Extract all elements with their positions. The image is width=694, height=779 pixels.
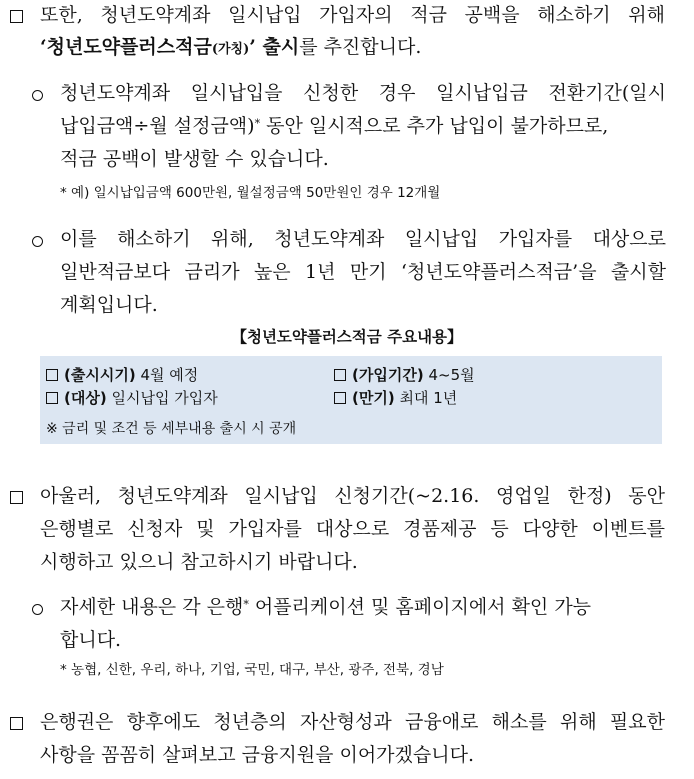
section1-bullet1-footnote-mark: *	[254, 117, 261, 130]
summary-maturity: (만기) 최대 1년	[334, 388, 457, 408]
section1-line1: 또한, 청년도약계좌 일시납입 가입자의 적금 공백을 해소하기 위해	[40, 4, 665, 26]
section3-line1: 은행권은 향후에도 청년층의 자산형성과 금융애로 해소를 위해 필요한	[40, 711, 665, 733]
section1-line2-end: 를 추진합니다.	[299, 36, 422, 58]
section2-bullet1-line2: 합니다.	[60, 629, 122, 651]
section1-line2	[40, 36, 421, 61]
summary-checkbox-icon	[334, 369, 346, 381]
section1-bullet2-line3: 계획입니다.	[60, 294, 158, 316]
summary-checkbox-icon	[46, 369, 58, 381]
section1-product-name: ‘청년도약플러스적금	[40, 36, 212, 58]
section2-bullet1-marker	[32, 598, 43, 620]
section2-line3: 시행하고 있으니 참고하시기 바랍니다.	[40, 551, 358, 573]
summary-footnote: ※ 금리 및 조건 등 세부내용 출시 시 공개	[46, 421, 297, 437]
summary-checkbox-icon	[46, 392, 58, 404]
section2-line2: 은행별로 신청자 및 가입자를 대상으로 경품제공 등 다양한 이벤트를	[40, 518, 665, 540]
section1-launch-word: ’ 출시	[249, 36, 300, 58]
section3-square-marker	[10, 713, 23, 735]
section1-bullet2-line1: 이를 해소하기 위해, 청년도약계좌 일시납입 가입자를 대상으로	[60, 228, 666, 250]
section1-bullet2-line2: 일반적금보다 금리가 높은 1년 만기 ‘청년도약플러스적금’을 출시할	[60, 261, 666, 283]
section2-bullet1-footnote-mark: *	[243, 598, 249, 611]
section1-square-marker	[10, 6, 23, 28]
summary-launch: (출시시기) 4월 예정	[46, 365, 198, 385]
section3-line2: 사항을 꼼꼼히 살펴보고 금융지원을 이어가겠습니다.	[40, 744, 474, 766]
section1-bullet1-marker	[32, 84, 43, 106]
summary-period: (가입기간) 4~5월	[334, 365, 475, 385]
summary-title: 【청년도약플러스적금 주요내용】	[231, 328, 463, 346]
section2-line1: 아울러, 청년도약계좌 일시납입 신청기간(~2.16. 영업일 한정) 동안	[40, 485, 665, 507]
section1-bullet1-line3: 적금 공백이 발생할 수 있습니다.	[60, 148, 329, 170]
section2-bullet1-line1: 자세한 내용은 각 은행* 어플리케이션 및 홈페이지에서 확인 가능	[60, 596, 592, 618]
section2-square-marker	[10, 487, 23, 509]
section1-bullet1-line1: 청년도약계좌 일시납입을 신청한 경우 일시납입금 전환기간(일시	[60, 82, 666, 104]
section1-bullet1-note: * 예) 일시납입금액 600만원, 월설정금액 50만원인 경우 12개월	[60, 185, 441, 201]
section1-bullet2-marker	[32, 230, 43, 252]
section2-bullet1-note: * 농협, 신한, 우리, 하나, 기업, 국민, 대구, 부산, 광주, 전북, 경남	[60, 662, 444, 678]
summary-target: (대상) 일시납입 가입자	[46, 388, 218, 408]
section1-bullet1-line2: 납입금액÷월 설정금액)* 동안 일시적으로 추가 납입이 불가하므로,	[60, 115, 609, 137]
summary-checkbox-icon	[334, 392, 346, 404]
section1-product-tag: (가칭)	[211, 42, 250, 57]
